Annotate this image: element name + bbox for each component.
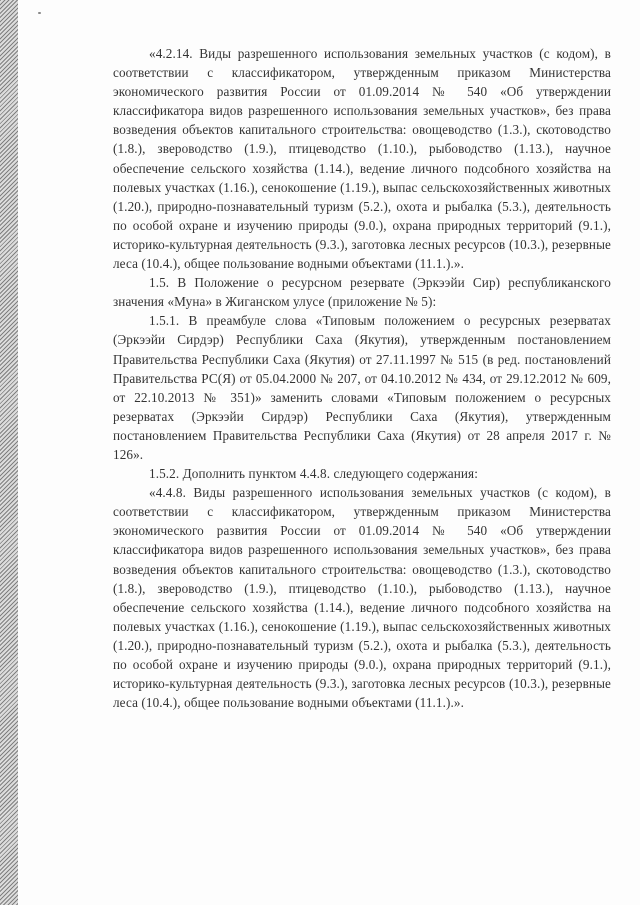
document-body [113,44,611,712]
paragraph-1-5: 1.5. В Положение о ресурсном резервате (Эркээйи Сир) республиканского значения «Муна» в Жиганском улусе (приложение № 5): [113,275,611,310]
scan-speck [38,12,41,14]
paragraph-1-5-1: 1.5.1. В преамбуле слова «Типовым положением о ресурсных резерватах (Эркээйи Сирдэр) Республики Саха (Якутия), утвержденным постановлением Правительства Республики Саха (Якутия) от 27.11.1997 № 515 (в ред. постановлений Правительства РС(Я) от 05.04.2000 № 207, от 04.10.2012 № 434, от 29.12.2012 № 609, от 22.10.2013 № 351)» заменить словами «Типовым положением о ресурсных резерватах (Эркээйи Сирдэр) Республики Саха (Якутия), утвержденным постановлением Правительства Республики Саха (Якутия) от 28 апреля 2017 г. № 126». [113,313,611,462]
paragraph-1-5-2: 1.5.2. Дополнить пунктом 4.4.8. следующего содержания: [149,466,478,482]
scan-edge [0,0,18,905]
paragraph-4-2-14: «4.2.14. Виды разрешенного использования земельных участков (с кодом), в соответствии с классификатором, утвержденным приказом Министерства экономического развития России от 01.09.2014 № 540 «Об утверждении классификатора видов разрешенного использования земельных участков», без права возведения объектов капитального строительства: овощеводство (1.3.), скотоводство (1.8.), звероводство (1.9.), птицеводство (1.10.), рыбоводство (1.13.), научное обеспечение сельского хозяйства (1.14.), ведение личного подсобного хозяйства на полевых участках (1.16.), сенокошение (1.19.), выпас сельскохозяйственных животных (1.20.), природно-познавательный туризм (5.2.), охота и рыбалка (5.3.), деятельность по особой охране и изучению природы (9.0.), охрана природных территорий (9.1.), историко-культурная деятельность (9.3.), заготовка лесных ресурсов (10.3.), резервные леса (10.4.), общее пользование водными объектами (11.1.).». [113,46,611,272]
paragraph-4-4-8: «4.4.8. Виды разрешенного использования земельных участков (с кодом), в соответствии с классификатором, утвержденным приказом Министерства экономического развития России от 01.09.2014 № 540 «Об утверждении классификатора видов разрешенного использования земельных участков», без права возведения объектов капитального строительства: овощеводство (1.3.), скотоводство (1.8.), звероводство (1.9.), птицеводство (1.10.), рыбоводство (1.13.), научное обеспечение сельского хозяйства (1.14.), ведение личного подсобного хозяйства на полевых участках (1.16.), сенокошение (1.19.), выпас сельскохозяйственных животных (1.20.), природно-познавательный туризм (5.2.), охота и рыбалка (5.3.), деятельность по особой охране и изучению природы (9.0.), охрана природных территорий (9.1.), историко-культурная деятельность (9.3.), заготовка лесных ресурсов (10.3.), резервные леса (10.4.), общее пользование водными объектами (11.1.).». [113,485,611,711]
